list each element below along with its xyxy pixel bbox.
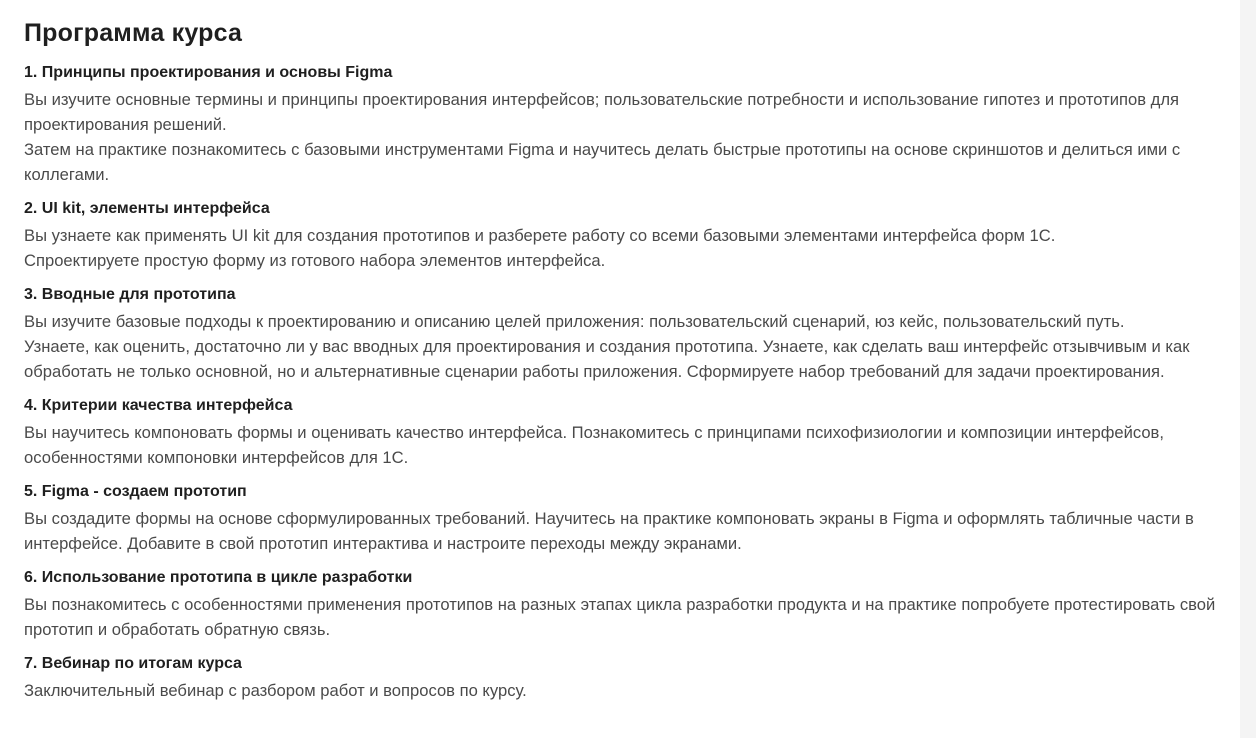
module-6 — [24, 567, 1230, 642]
module-description: Вы изучите базовые подходы к проектированию и описанию целей приложения: пользовательский сценарий, юз кейс, пользовательский путь. Узнаете, как оценить, достаточно ли у вас вводных для проектирования и создания прототипа. Узнаете, как сделать ваш интерфейс отзывчивым и как обработать не только основной, но и альтернативные сценарии работы приложения. Сформируете набор требований для задачи проектирования. — [24, 312, 1190, 381]
module-description: Вы научитесь компоновать формы и оценивать качество интерфейса. Познакомитесь с принципами психофизиологии и композиции интерфейсов, особенностями компоновки интерфейсов для 1С. — [24, 423, 1164, 467]
module-title: 3. Вводные для прототипа — [24, 286, 236, 303]
module-title: 4. Критерии качества интерфейса — [24, 397, 293, 414]
module-description: Вы создадите формы на основе сформулированных требований. Научитесь на практике компоновать экраны в Figma и оформлять табличные части в интерфейсе. Добавите в свой прототип интерактива и настроите переходы между экранами. — [24, 509, 1194, 553]
module-description: Вы познакомитесь с особенностями применения прототипов на разных этапах цикла разработки продукта и на практике попробуете протестировать свой прототип и обработать обратную связь. — [24, 595, 1216, 639]
module-description: Вы изучите основные термины и принципы проектирования интерфейсов; пользовательские потребности и использование гипотез и прототипов для проектирования решений. Затем на практике познакомитесь с базовыми инструментами Figma и научитесь делать быстрые прототипы на основе скриншотов и делиться ими с коллегами. — [24, 90, 1181, 184]
module-title: 2. UI kit, элементы интерфейса — [24, 200, 270, 217]
module-title: 5. Figma - создаем прототип — [24, 483, 247, 500]
module-title: 1. Принципы проектирования и основы Figma — [24, 64, 393, 81]
module-3 — [24, 284, 1230, 384]
module-7 — [24, 653, 1230, 703]
page-title: Программа курса — [24, 19, 243, 47]
module-title: 7. Вебинар по итогам курса — [24, 655, 242, 672]
module-description: Вы узнаете как применять UI kit для создания прототипов и разберете работу со всеми базовыми элементами интерфейса форм 1С. Спроектируете простую форму из готового набора элементов интерфейса. — [24, 226, 1056, 270]
module-5 — [24, 481, 1230, 556]
module-2 — [24, 198, 1230, 273]
module-description: Заключительный вебинар с разбором работ и вопросов по курсу. — [24, 681, 527, 700]
module-title: 6. Использование прототипа в цикле разработки — [24, 569, 413, 586]
module-4 — [24, 395, 1230, 470]
module-1 — [24, 62, 1230, 187]
